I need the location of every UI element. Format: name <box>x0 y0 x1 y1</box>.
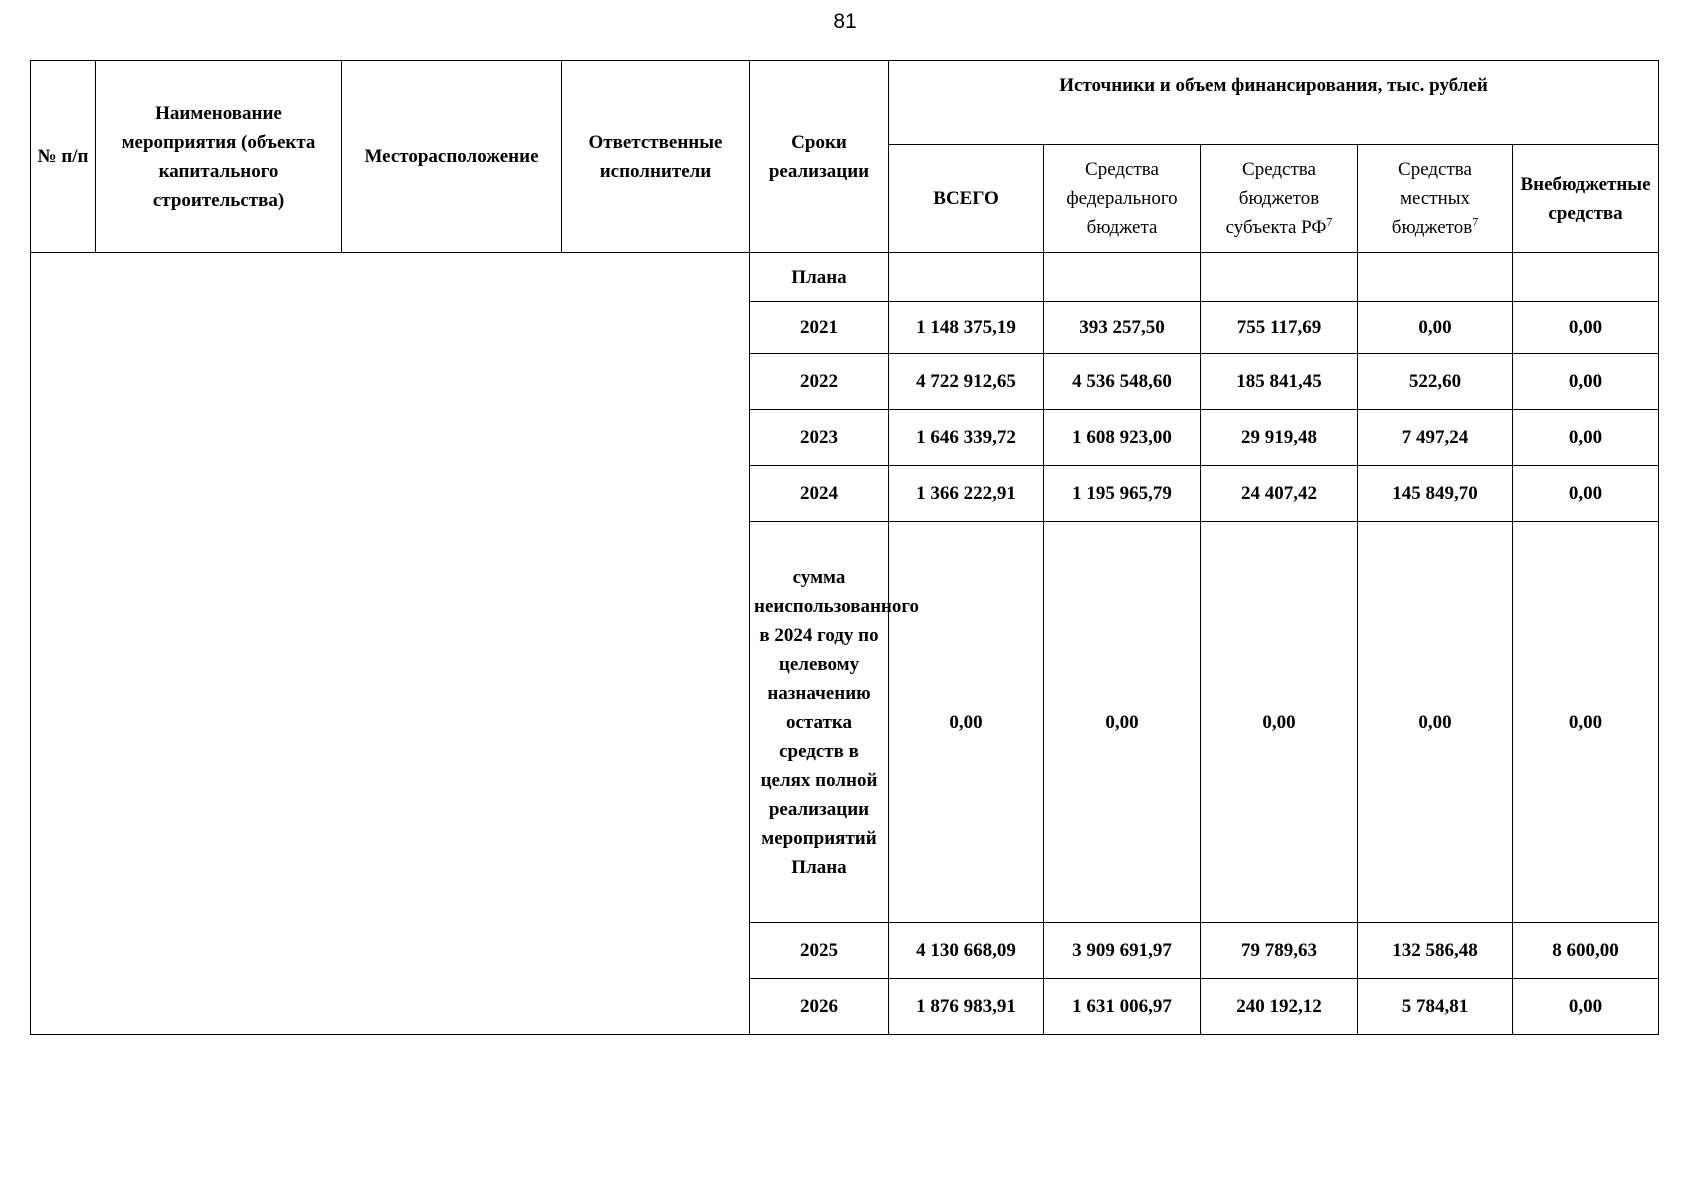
header-local-text: Средства местных бюджетов <box>1391 159 1473 238</box>
cell-total: 1 366 222,91 <box>889 466 1044 522</box>
header-federal <box>1044 145 1201 253</box>
cell-local: 522,60 <box>1358 354 1513 410</box>
cell-total: 4 130 668,09 <box>889 923 1044 979</box>
cell-extra: 0,00 <box>1513 410 1659 466</box>
cell-federal: 0,00 <box>1044 522 1201 923</box>
cell-extra <box>1513 253 1659 302</box>
cell-federal: 4 536 548,60 <box>1044 354 1201 410</box>
header-sources: Источники и объем финансирования, тыс. рублей <box>889 61 1659 145</box>
cell-federal: 1 631 006,97 <box>1044 979 1201 1035</box>
header-federal-text: Средства федерального бюджета <box>1066 159 1178 238</box>
cell-total: 0,00 <box>889 522 1044 923</box>
cell-subject: 79 789,63 <box>1201 923 1358 979</box>
cell-subject: 240 192,12 <box>1201 979 1358 1035</box>
cell-extra: 8 600,00 <box>1513 923 1659 979</box>
cell-extra: 0,00 <box>1513 979 1659 1035</box>
cell-total <box>889 253 1044 302</box>
header-local <box>1358 145 1513 253</box>
cell-local: 5 784,81 <box>1358 979 1513 1035</box>
cell-period: Плана <box>750 253 889 302</box>
header-subject-note: 7 <box>1326 214 1333 229</box>
cell-total: 1 876 983,91 <box>889 979 1044 1035</box>
cell-total: 4 722 912,65 <box>889 354 1044 410</box>
table-row <box>31 253 1659 302</box>
header-subject <box>1201 145 1358 253</box>
cell-local: 0,00 <box>1358 302 1513 354</box>
header-name: Наименование мероприятия (объекта капитального строительства) <box>96 61 342 253</box>
cell-subject: 0,00 <box>1201 522 1358 923</box>
cell-subject <box>1201 253 1358 302</box>
header-num: № п/п <box>31 61 96 253</box>
cell-period: 2021 <box>750 302 889 354</box>
cell-subject: 755 117,69 <box>1201 302 1358 354</box>
cell-period: 2024 <box>750 466 889 522</box>
cell-extra: 0,00 <box>1513 354 1659 410</box>
financing-table <box>30 60 1659 1035</box>
cell-period: 2025 <box>750 923 889 979</box>
cell-federal <box>1044 253 1201 302</box>
cell-period: 2023 <box>750 410 889 466</box>
cell-federal: 3 909 691,97 <box>1044 923 1201 979</box>
cell-local: 132 586,48 <box>1358 923 1513 979</box>
header-total: ВСЕГО <box>889 145 1044 253</box>
cell-extra: 0,00 <box>1513 466 1659 522</box>
header-local-note: 7 <box>1472 214 1479 229</box>
cell-subject: 185 841,45 <box>1201 354 1358 410</box>
cell-subject: 24 407,42 <box>1201 466 1358 522</box>
cell-federal: 1 195 965,79 <box>1044 466 1201 522</box>
cell-period: сумма неиспользованного в 2024 году по целевому назначению остатка средств в целях полной реализации мероприятий Плана <box>750 522 889 923</box>
header-extra: Внебюджетные средства <box>1513 145 1659 253</box>
cell-total: 1 646 339,72 <box>889 410 1044 466</box>
cell-extra: 0,00 <box>1513 522 1659 923</box>
cell-local: 145 849,70 <box>1358 466 1513 522</box>
header-period: Сроки реализации <box>750 61 889 253</box>
cell-federal: 393 257,50 <box>1044 302 1201 354</box>
page-number: 81 <box>833 10 857 33</box>
merged-empty-cell <box>31 253 750 1035</box>
cell-period: 2022 <box>750 354 889 410</box>
header-responsible: Ответственные исполнители <box>562 61 750 253</box>
cell-period: 2026 <box>750 979 889 1035</box>
header-subject-text: Средства бюджетов субъекта РФ <box>1225 159 1327 238</box>
cell-federal: 1 608 923,00 <box>1044 410 1201 466</box>
cell-total: 1 148 375,19 <box>889 302 1044 354</box>
cell-local <box>1358 253 1513 302</box>
cell-local: 0,00 <box>1358 522 1513 923</box>
cell-local: 7 497,24 <box>1358 410 1513 466</box>
header-location: Месторасположение <box>342 61 562 253</box>
cell-extra: 0,00 <box>1513 302 1659 354</box>
cell-subject: 29 919,48 <box>1201 410 1358 466</box>
